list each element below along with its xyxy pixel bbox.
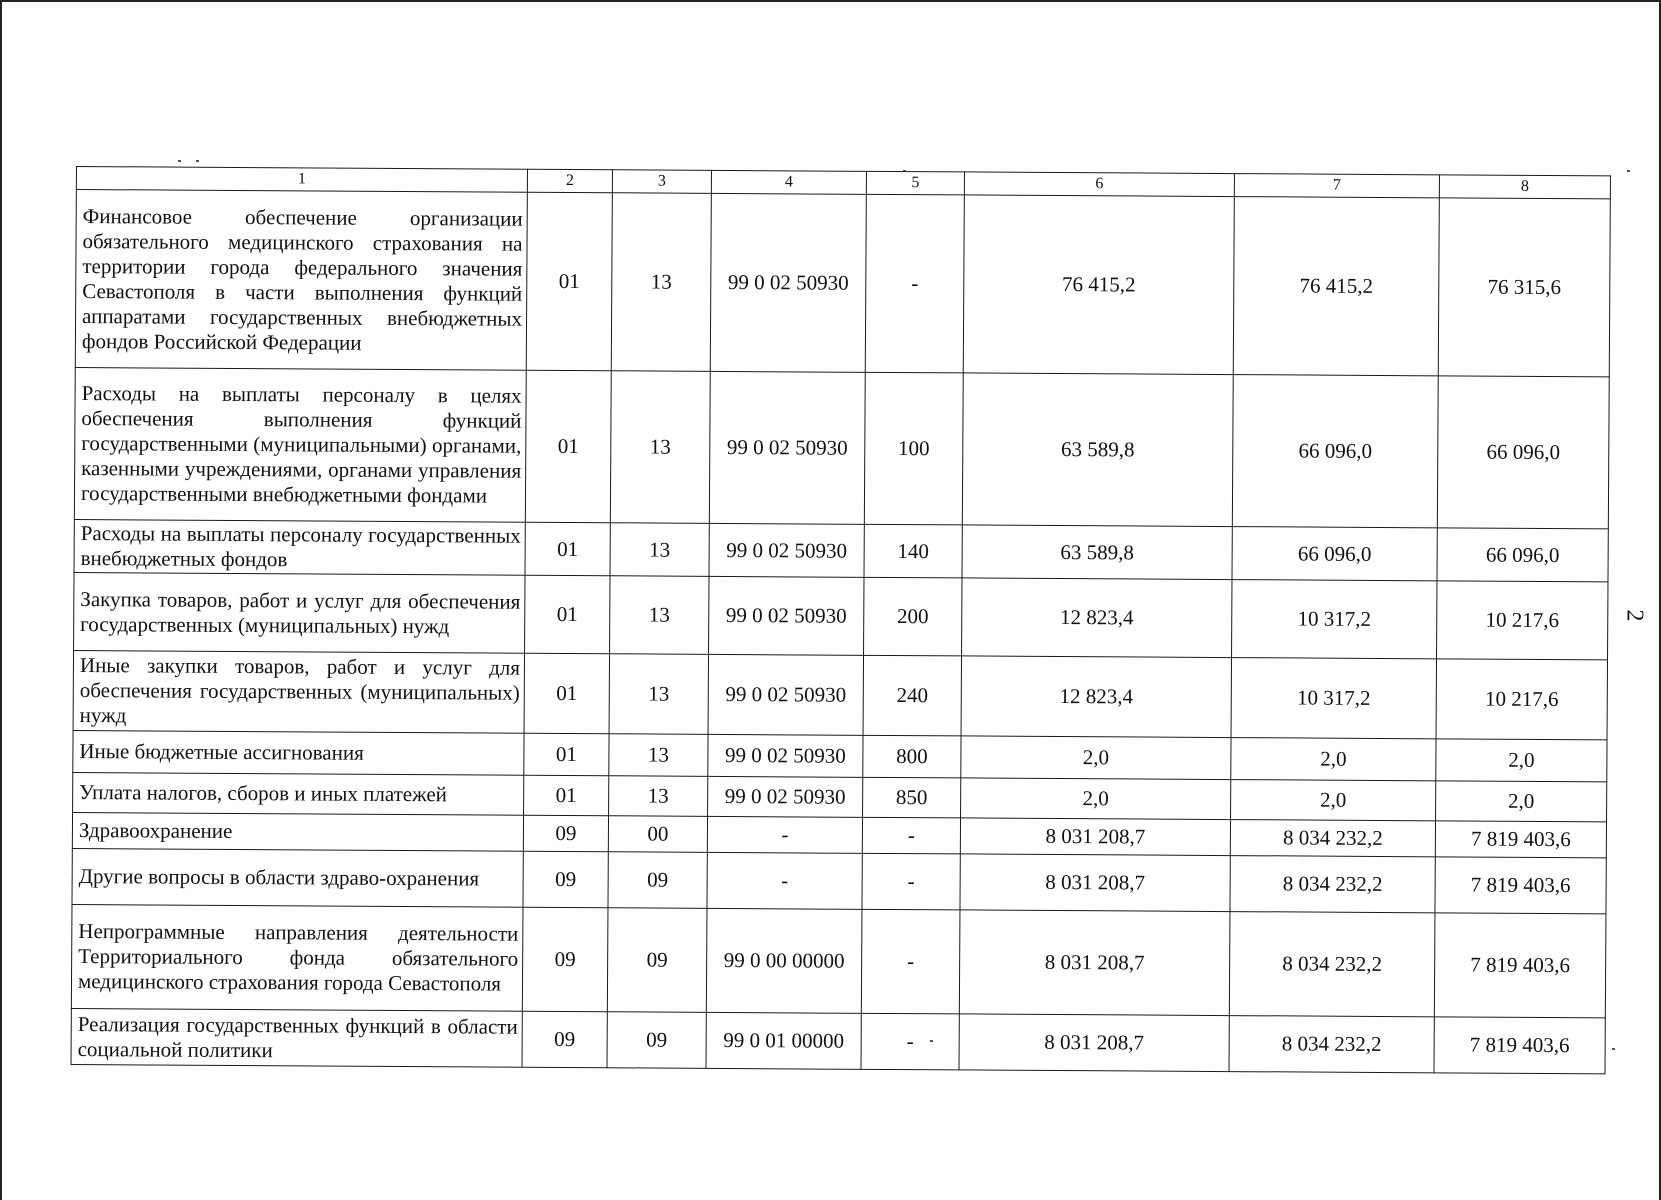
amount-cell-8: 2,0	[1436, 781, 1607, 822]
subsection-cell: 13	[610, 576, 709, 655]
scan-edge-left	[0, 0, 2, 1200]
header-cell: 6	[964, 172, 1234, 197]
amount-cell-6: 12 823,4	[961, 656, 1231, 738]
amount-cell-7: 76 415,2	[1233, 197, 1439, 376]
budget-table-container	[71, 166, 1610, 1074]
amount-cell-6: 2,0	[961, 736, 1231, 780]
expense-type-cell: -	[862, 817, 960, 854]
subsection-cell: 13	[609, 734, 708, 777]
expense-type-cell: 140	[864, 524, 962, 578]
amount-cell-7: 66 096,0	[1232, 527, 1437, 581]
amount-cell-6: 63 589,8	[962, 373, 1233, 527]
row-name-cell: Расходы на выплаты персоналу в целях обеспечения выполнения функций государственными (муниципальными) органами, казенными учреждениями, органами управления государственными внебюджетными фондами	[74, 367, 526, 522]
amount-cell-8: 7 819 403,6	[1434, 1017, 1605, 1074]
amount-cell-6: 8 031 208,7	[959, 910, 1230, 1016]
expense-type-cell: -	[862, 853, 960, 910]
scan-edge-top	[0, 0, 1661, 2]
subsection-cell: 13	[611, 193, 711, 372]
section-cell: 09	[522, 1011, 607, 1068]
amount-cell-7: 8 034 232,2	[1230, 820, 1435, 857]
row-name-cell: Реализация государственных функций в области социальной политики	[71, 1008, 522, 1067]
amount-cell-7: 10 317,2	[1232, 580, 1437, 659]
expense-type-cell: -	[861, 1013, 959, 1070]
expense-type-cell: 200	[864, 577, 962, 656]
row-name-cell: Уплата налогов, сборов и иных платежей	[73, 772, 524, 815]
section-cell: 01	[526, 192, 612, 371]
amount-cell-7: 8 034 232,2	[1230, 856, 1435, 913]
amount-cell-6: 8 031 208,7	[960, 818, 1230, 856]
table-row	[74, 367, 1609, 528]
header-cell: 4	[711, 170, 866, 194]
expense-type-cell: 240	[863, 655, 961, 736]
row-name-cell: Здравоохранение	[72, 812, 523, 851]
subsection-cell: 13	[610, 523, 709, 577]
target-article-cell: -	[707, 816, 862, 853]
amount-cell-8: 2,0	[1436, 739, 1607, 782]
row-name-cell: Другие вопросы в области здраво-охранения	[72, 848, 523, 907]
scan-speck	[196, 160, 199, 162]
row-name-cell: Финансовое обеспечение организации обязательного медицинского страхования на территории города федерального значения Севастополя в части выполнения функций аппаратами государственных внебюджетных фондов Российской Федерации	[75, 190, 527, 371]
row-name-cell: Иные закупки товаров, работ и услуг для обеспечения государственных (муниципальных) нужд	[73, 650, 524, 733]
section-cell: 01	[524, 733, 609, 776]
table-row	[73, 650, 1607, 739]
page-number: 2	[1621, 609, 1648, 622]
row-name-cell: Расходы на выплаты персоналу государственных внебюджетных фондов	[74, 519, 525, 575]
section-cell: 01	[524, 653, 609, 734]
amount-cell-6: 8 031 208,7	[959, 1014, 1229, 1072]
row-name-cell: Иные бюджетные ассигнования	[73, 730, 524, 775]
amount-cell-8: 7 819 403,6	[1435, 857, 1606, 914]
amount-cell-6: 63 589,8	[962, 525, 1232, 580]
target-article-cell: 99 0 00 00000	[706, 908, 862, 1013]
target-article-cell: -	[707, 852, 862, 909]
subsection-cell: 00	[608, 816, 707, 853]
amount-cell-7: 66 096,0	[1232, 375, 1438, 528]
scan-speck	[1612, 1048, 1615, 1050]
section-cell: 01	[525, 522, 610, 576]
target-article-cell: 99 0 02 50930	[709, 523, 864, 577]
amount-cell-6: 12 823,4	[962, 578, 1232, 658]
subsection-cell: 13	[609, 654, 708, 735]
target-article-cell: 99 0 02 50930	[708, 654, 863, 735]
amount-cell-8: 7 819 403,6	[1435, 821, 1606, 858]
target-article-cell: 99 0 02 50930	[708, 734, 863, 777]
amount-cell-6: 76 415,2	[963, 195, 1234, 375]
table-row	[71, 904, 1606, 1017]
header-cell: 3	[612, 170, 711, 194]
expense-type-cell: -	[865, 194, 964, 373]
section-cell: 09	[522, 907, 608, 1012]
subsection-cell: 09	[607, 1012, 706, 1069]
section-cell: 01	[525, 575, 610, 654]
amount-cell-8: 66 096,0	[1437, 528, 1608, 582]
amount-cell-8: 10 217,6	[1437, 581, 1608, 660]
row-name-cell: Закупка товаров, работ и услуг для обеспечения государственных (муниципальных) нужд	[74, 572, 525, 653]
expense-type-cell: -	[861, 909, 960, 1014]
target-article-cell: 99 0 02 50930	[708, 776, 863, 817]
expense-type-cell: 850	[863, 777, 961, 818]
header-cell: 1	[76, 167, 527, 193]
table-row	[72, 848, 1606, 913]
section-cell: 01	[525, 370, 611, 523]
target-article-cell: 99 0 02 50930	[709, 576, 864, 655]
section-cell: 09	[523, 851, 608, 908]
amount-cell-7: 10 317,2	[1231, 658, 1436, 739]
header-cell: 7	[1234, 174, 1439, 198]
expense-type-cell: 800	[863, 735, 961, 778]
table-row	[75, 190, 1610, 377]
subsection-cell: 09	[608, 852, 707, 909]
subsection-cell: 09	[607, 908, 707, 1013]
amount-cell-8: 76 315,6	[1438, 198, 1610, 377]
amount-cell-7: 8 034 232,2	[1229, 912, 1435, 1017]
amount-cell-7: 8 034 232,2	[1229, 1016, 1434, 1073]
subsection-cell: 13	[609, 776, 708, 817]
header-cell: 5	[866, 171, 964, 195]
budget-table	[71, 166, 1611, 1074]
amount-cell-8: 10 217,6	[1436, 659, 1607, 740]
scan-speck	[1627, 170, 1630, 172]
target-article-cell: 99 0 01 00000	[706, 1012, 861, 1069]
table-row	[74, 519, 1608, 581]
section-cell: 01	[524, 775, 609, 816]
target-article-cell: 99 0 02 50930	[710, 193, 866, 372]
expense-type-cell: 100	[864, 372, 963, 525]
amount-cell-6: 8 031 208,7	[960, 854, 1230, 912]
subsection-cell: 13	[610, 371, 710, 524]
section-cell: 09	[523, 815, 608, 852]
amount-cell-8: 7 819 403,6	[1434, 913, 1606, 1018]
table-row	[74, 572, 1608, 659]
header-cell: 2	[527, 169, 612, 193]
row-name-cell: Непрограммные направления деятельности Территориального фонда обязательного медицинского страхования города Севастополя	[71, 904, 523, 1011]
scan-speck	[178, 160, 181, 162]
target-article-cell: 99 0 02 50930	[709, 371, 865, 524]
amount-cell-7: 2,0	[1231, 738, 1436, 781]
amount-cell-8: 66 096,0	[1437, 376, 1609, 529]
table-row	[71, 1008, 1605, 1073]
amount-cell-7: 2,0	[1231, 780, 1436, 821]
header-cell: 8	[1439, 175, 1610, 199]
amount-cell-6: 2,0	[961, 778, 1231, 820]
